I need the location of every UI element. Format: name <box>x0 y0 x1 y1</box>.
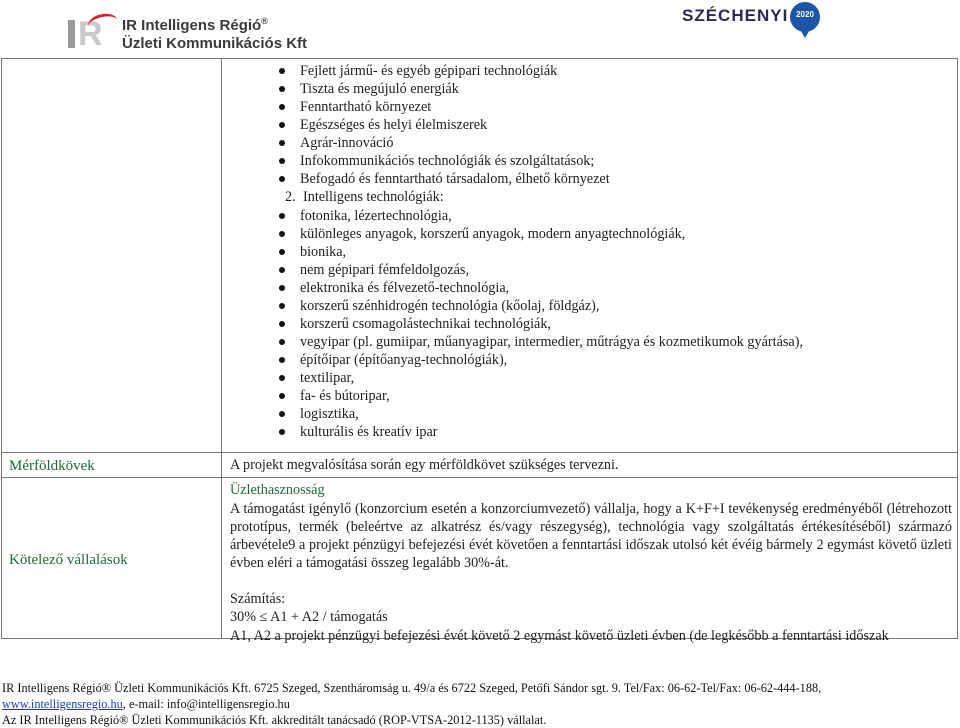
bullet-icon <box>279 68 285 74</box>
bullet-text: különleges anyagok, korszerű anyagok, modern anyagtechnológiák, <box>300 226 686 242</box>
bullet-icon <box>279 429 285 435</box>
szechenyi-text: SZÉCHENYI <box>682 6 789 25</box>
lower-bullet-list <box>300 207 940 441</box>
bullet-item <box>300 387 940 405</box>
bullet-icon <box>279 213 285 219</box>
bullet-text: kulturális és kreatív ipar <box>300 424 438 440</box>
bullet-text: Fejlett jármű- és egyéb gépipari technológiák <box>300 63 558 79</box>
bullet-icon <box>279 249 285 255</box>
bullet-text: Fenntartható környezet <box>300 99 432 115</box>
bullet-item <box>300 279 940 297</box>
row-divider <box>2 452 957 453</box>
footer-accreditation: Az IR Intelligens Régió® Üzleti Kommunikációs Kft. akkreditált tanácsadó (ROP-VTSA-2012-1135) vállalat. <box>2 713 547 727</box>
calc-formula: 30% ≤ A1 + A2 / támogatás <box>230 609 388 625</box>
bullet-icon <box>279 393 285 399</box>
bullet-item <box>300 152 940 170</box>
ir-logo-text <box>122 12 307 53</box>
bullet-text: logisztika, <box>300 406 359 422</box>
bullet-text: vegyipar (pl. gumiipar, műanyagipar, intermedier, műtrágya és kozmetikumok gyártása), <box>300 334 803 350</box>
bullet-icon <box>279 321 285 327</box>
bullet-item <box>300 207 940 225</box>
ir-logo-mark: R <box>66 14 118 52</box>
bullet-item <box>300 297 940 315</box>
bullet-text: textilipar, <box>300 370 355 386</box>
bullet-item <box>300 261 940 279</box>
bullet-icon <box>279 104 285 110</box>
bullet-icon <box>279 140 285 146</box>
bullet-text: fa- és bútoripar, <box>300 388 390 404</box>
footer-contact <box>2 696 290 712</box>
bullet-text: Agrár-innováció <box>300 135 394 151</box>
email-text: info@intelligensregio.hu <box>166 697 290 711</box>
page-header <box>0 0 960 58</box>
bullet-text: Infokommunikációs technológiák és szolgáltatások; <box>300 153 595 169</box>
bullet-item <box>300 423 940 441</box>
item-text: Intelligens technológiák: <box>303 189 444 205</box>
bullet-item <box>300 351 940 369</box>
bullet-icon <box>279 176 285 182</box>
logo-line2: Üzleti Kommunikációs Kft <box>122 35 308 52</box>
footer-address: IR Intelligens Régió® Üzleti Kommunikációs Kft. 6725 Szeged, Szentháromság u. 49/a és 6722 Szeged, Petőfi Sándor sgt. 9. Tel/Fax: 06-62-Tel/Fax: 06-62-444-188, <box>2 681 822 695</box>
website-link[interactable]: www.intelligensregio.hu <box>2 697 123 711</box>
bullet-icon <box>279 411 285 417</box>
row-divider <box>2 477 957 478</box>
bullet-item <box>300 80 940 98</box>
bullet-item <box>300 243 940 261</box>
bullet-icon <box>279 285 285 291</box>
bullet-text: Befogadó és fenntartható társadalom, élhető környezet <box>300 171 610 187</box>
bullet-text: bionika, <box>300 244 347 260</box>
bullet-icon <box>279 86 285 92</box>
bullet-item <box>300 170 940 188</box>
milestones-text: A projekt megvalósítása során egy mérföldkövet szükséges tervezni. <box>230 457 619 473</box>
logo-line1: IR Intelligens Régió <box>122 17 262 34</box>
content-table <box>1 58 958 644</box>
email-prefix: , e-mail: <box>122 697 167 711</box>
bullet-text: építőipar (építőanyag-technológiák), <box>300 352 508 368</box>
bullet-icon <box>279 122 285 128</box>
bullet-item <box>300 225 940 243</box>
bullet-icon <box>279 267 285 273</box>
map-pin-icon <box>798 26 812 38</box>
bullet-text: elektronika és félvezető-technológia, <box>300 280 510 296</box>
business-block <box>230 480 952 646</box>
calc-label: Számítás: <box>230 591 286 607</box>
bullet-item <box>300 315 940 333</box>
ir-logo <box>66 12 307 53</box>
business-heading: Üzlethasznosság <box>230 482 325 498</box>
bullet-text: Egészséges és helyi élelmiszerek <box>300 117 488 133</box>
upper-bullet-list <box>300 62 940 188</box>
bullet-icon <box>279 357 285 363</box>
logo-registered: ® <box>261 16 268 26</box>
bullet-item <box>300 405 940 423</box>
bullet-text: fotonika, lézertechnológia, <box>300 208 452 224</box>
business-text: A támogatást igénylő (konzorcium esetén a konzorciumvezető) vállalja, hogy a K+F+I tevékenység eredményéből (létrehozott prototípus, termék (beleértve az alkatrész és/vagy részegység), technológia vagy szolgáltatás értékesítéséből) származó árbevétele9 a projekt pénzügyi befejezési évét követően a fenntartási időszak utolsó két évéig bármely 2 egymást követő üzleti évben eléri a támogatási összeg legalább 30%-át. <box>230 501 952 571</box>
bullet-item <box>300 62 940 80</box>
item-number: 2. <box>285 189 296 205</box>
bullet-item <box>300 333 940 351</box>
bullet-text: korszerű szénhidrogén technológia (kőolaj, földgáz), <box>300 298 600 314</box>
bullet-item <box>300 134 940 152</box>
bullet-item <box>300 98 940 116</box>
bullet-icon <box>279 231 285 237</box>
bullet-item <box>300 369 940 387</box>
obligations-label: Kötelező vállalások <box>9 552 128 568</box>
bullet-item <box>300 116 940 134</box>
numbered-item <box>285 188 444 206</box>
milestones-label: Mérföldkövek <box>9 458 95 474</box>
bullet-text: Tiszta és megújuló energiák <box>300 81 459 97</box>
bullet-icon <box>279 375 285 381</box>
calc-note: A1, A2 a projekt pénzügyi befejezési évét követő 2 egymást követő üzleti évben (de legkésőbb a fenntartási időszak <box>230 628 889 644</box>
bullet-text: korszerű csomagolástechnikai technológiák, <box>300 316 551 332</box>
bullet-text: nem gépipari fémfeldolgozás, <box>300 262 470 278</box>
bullet-icon <box>279 339 285 345</box>
szechenyi-badge-text: 2020 <box>796 10 814 19</box>
bullet-icon <box>279 158 285 164</box>
bullet-icon <box>279 303 285 309</box>
